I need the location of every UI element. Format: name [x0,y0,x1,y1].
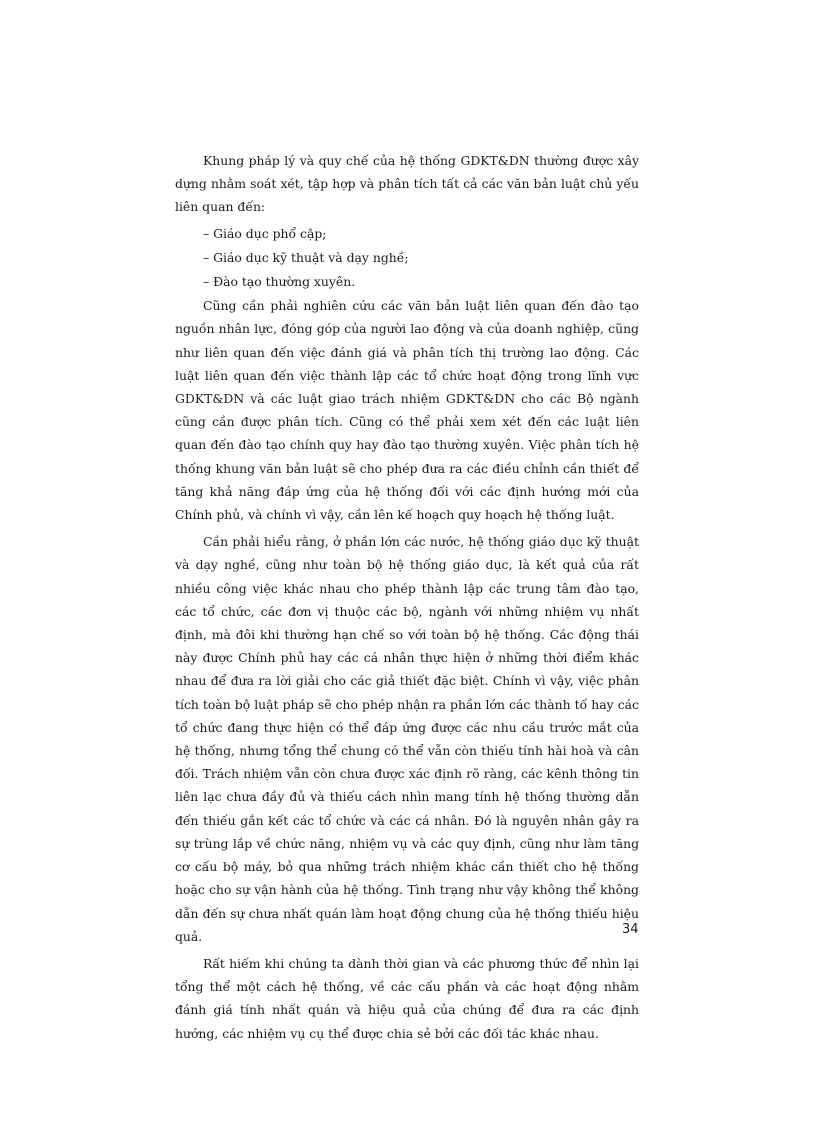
list-item: – Giáo dục phổ cập; [203,225,327,241]
paragraph-system-analysis: Cần phải hiểu rằng, ở phần lớn các nước, hệ thống giáo dục kỹ thuật và dạy nghề, cũng như toàn bộ hệ thống giáo dục, là kết quả của rất nhiều công việc khác nhau cho phép thành lập các trung tâm đào tạo, các tổ chức, các đơn vị thuộc các bộ, ngành với những nhiệm vụ nhất định, mà đôi khi thường hạn chế so với toàn bộ hệ thống. Các động thái này được Chính phủ hay các cá nhân thực hiện ở những thời điểm khác nhau để đưa ra lời giải cho các giả thiết đặc biệt. Chính vì vậy, việc phân tích toàn bộ luật pháp sẽ cho phép nhận ra phần lớn các thành tố hay các tổ chức đang thực hiện có thể đáp ứng được các nhu cầu trước mắt của hệ thống, nhưng tổng thể chung có thể vẫn còn thiếu tính hài hoà và cân đối. Trách nhiệm vẫn còn chưa được xác định rõ ràng, các kênh thông tin liên lạc chưa đầy đủ và thiếu cách nhìn mang tính hệ thống thường dẫn đến thiếu gắn kết các tổ chức và các cá nhân. Đó là nguyên nhân gây ra sự trùng lắp về chức năng, nhiệm vụ và các quy định, cũng như làm tăng cơ cấu bộ máy, bỏ qua những trách nhiệm khác cần thiết cho hệ thống hoặc cho sự vận hành của hệ thống. Tình trạng như vậy không thể không dẫn đến sự chưa nhất quán làm hoạt động chung của hệ thống thiếu hiệu quả. [175,534,639,944]
body-text [175,149,639,1045]
list-item: – Giáo dục kỹ thuật và dạy nghề; [203,249,409,265]
list-item: – Đào tạo thường xuyên. [203,274,356,290]
page-number: 34 [622,922,639,937]
paragraph-conclusion: Rất hiếm khi chúng ta dành thời gian và các phương thức để nhìn lại tổng thể một cách hệ thống, về các cấu phần và các hoạt động nhằm đánh giá tính nhất quán và hiệu quả của chúng để đưa ra các định hướng, các nhiệm vụ cụ thể được chia sẻ bởi các đối tác khác nhau. [175,955,639,1041]
paragraph-intro: Khung pháp lý và quy chế của hệ thống GDKT&DN thường được xây dựng nhằm soát xét, tập hợp và phân tích tất cả các văn bản luật chủ yếu liên quan đến: [175,153,639,215]
paragraph-legal-review: Cũng cần phải nghiên cứu các văn bản luật liên quan đến đào tạo nguồn nhân lực, đóng góp của người lao động và của doanh nghiệp, cũng như liên quan đến việc đánh giá và phân tích thị trường lao động. Các luật liên quan đến việc thành lập các tổ chức hoạt động trong lĩnh vực GDKT&DN và các luật giao trách nhiệm GDKT&DN cho các Bộ ngành cũng cần được phân tích. Cũng có thể phải xem xét đến các luật liên quan đến đào tạo chính quy hay đào tạo thường xuyên. Việc phân tích hệ thống khung văn bản luật sẽ cho phép đưa ra các điều chỉnh cần thiết để tăng khả năng đáp ứng của hệ thống đối với các định hướng mới của Chính phủ, và chính vì vậy, cần lên kế hoạch quy hoạch hệ thống luật. [175,298,639,523]
